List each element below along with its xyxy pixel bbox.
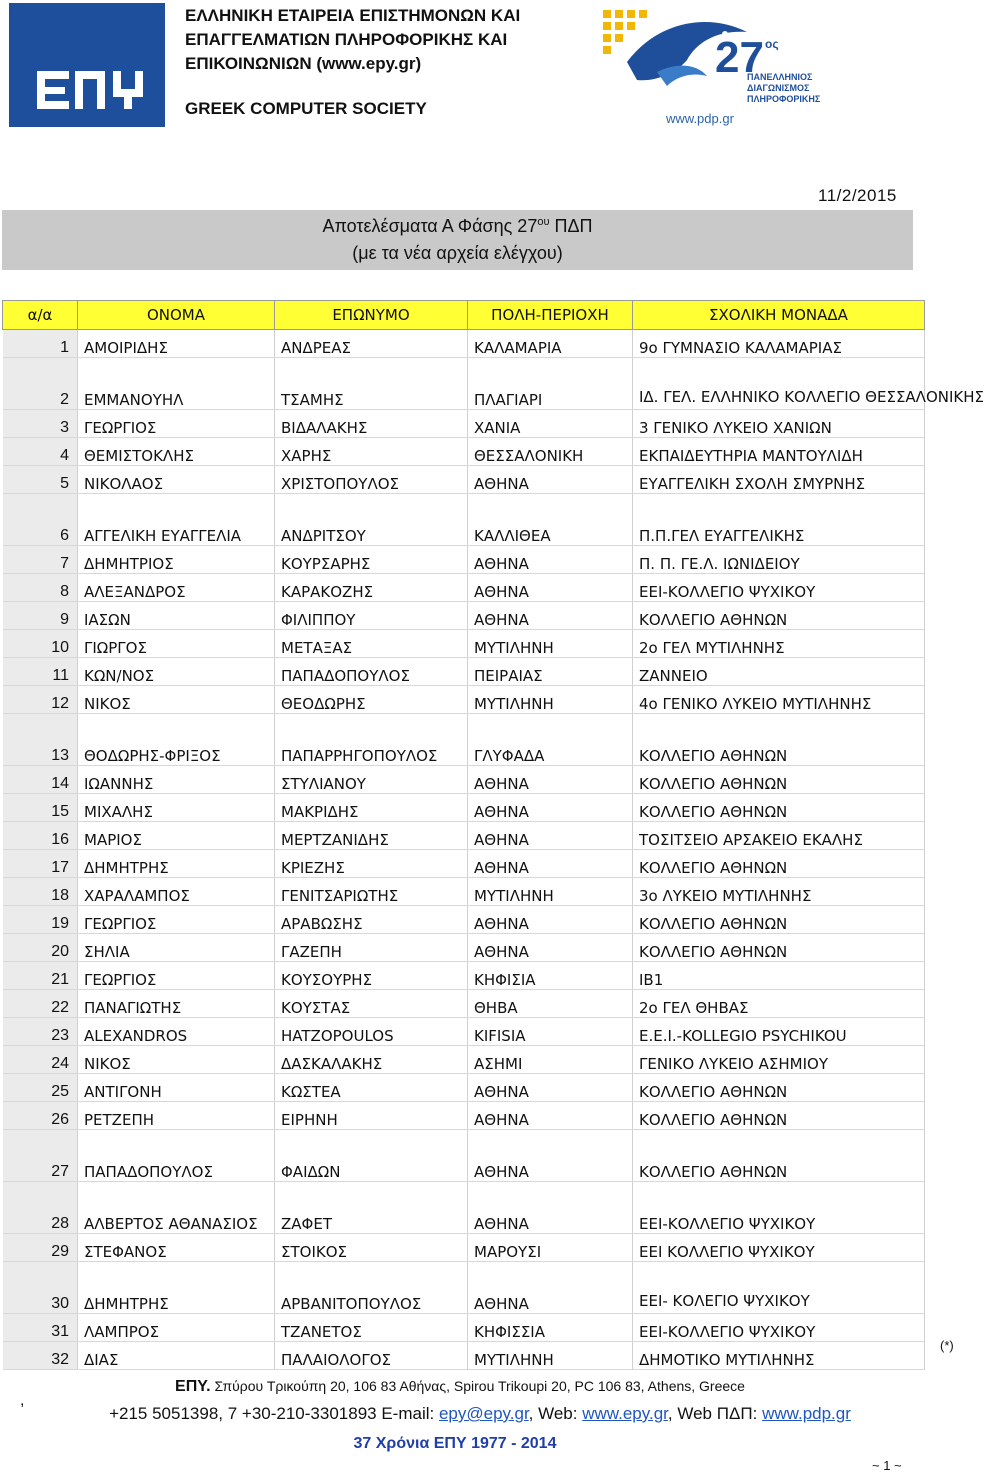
cell-school: ΙΒ1 <box>633 962 925 990</box>
cell-index: 23 <box>3 1018 78 1046</box>
page-number: ~ 1 ~ <box>872 1458 902 1473</box>
cell-last-name: ΧΡΙΣΤΟΠΟΥΛΟΣ <box>275 466 468 494</box>
dolphin-logo-graphic <box>597 2 823 110</box>
title-prefix: Αποτελέσματα Α Φάσης 27 <box>322 216 538 236</box>
cell-last-name: ΚΟΥΣΟΥΡΗΣ <box>275 962 468 990</box>
table-row <box>3 494 925 546</box>
footer-phone: +215 5051398, 7 +30-210-3301893 E-mail: <box>109 1404 439 1423</box>
cell-city: ΠΛΑΓΙΑΡΙ <box>468 358 633 410</box>
cell-first-name: ΑΓΓΕΛΙΚΗ ΕΥΑΓΓΕΛΙΑ <box>78 494 275 546</box>
table-header-row <box>3 301 925 330</box>
title-sup: ου <box>537 216 550 228</box>
cell-index: 16 <box>3 822 78 850</box>
table-row <box>3 934 925 962</box>
table-row <box>3 1234 925 1262</box>
cell-city: ΑΘΗΝΑ <box>468 934 633 962</box>
footnote-marker: (*) <box>940 1338 954 1353</box>
footer-web-label: , Web: <box>528 1404 583 1423</box>
cell-first-name: ΝΙΚΟΛΑΟΣ <box>78 466 275 494</box>
document-date: 11/2/2015 <box>818 186 897 205</box>
col-header-city: ΠΟΛΗ-ΠΕΡΙΟΧΗ <box>468 301 633 330</box>
cell-index: 27 <box>3 1130 78 1182</box>
cell-first-name: ΛΑΜΠΡΟΣ <box>78 1314 275 1342</box>
cell-index: 8 <box>3 574 78 602</box>
cell-last-name: ΓΕΝΙΤΣΑΡΙΩΤΗΣ <box>275 878 468 906</box>
cell-school: ΔΗΜΟΤΙΚΟ ΜΥΤΙΛΗΝΗΣ <box>633 1342 925 1370</box>
cell-index: 22 <box>3 990 78 1018</box>
cell-last-name: ΤΖΑΝΕΤΟΣ <box>275 1314 468 1342</box>
footer-anniversary: 37 Χρόνια ΕΠΥ 1977 - 2014 <box>353 1435 557 1452</box>
cell-school: ΕΕΙ-ΚΟΛΛΕΓΙΟ ΨΥΧΙΚΟΥ <box>633 574 925 602</box>
cell-school: 2ο ΓΕΛ ΜΥΤΙΛΗΝΗΣ <box>633 630 925 658</box>
cell-index: 14 <box>3 766 78 794</box>
footer-address-text: Σπύρου Τρικούπη 20, 106 83 Αθήνας, Spirou Trikoupi 20, PC 106 83, Athens, Greece <box>210 1378 745 1394</box>
cell-city: ΜΥΤΙΛΗΝΗ <box>468 686 633 714</box>
cell-school: 3ο ΛΥΚΕΙΟ ΜΥΤΙΛΗΝΗΣ <box>633 878 925 906</box>
results-table <box>2 300 984 1370</box>
cell-first-name: ΣΗΛΙΑ <box>78 934 275 962</box>
cell-first-name: ΔΙΑΣ <box>78 1342 275 1370</box>
cell-city: ΑΘΗΝΑ <box>468 1130 633 1182</box>
cell-city: KIFISIA <box>468 1018 633 1046</box>
cell-index: 32 <box>3 1342 78 1370</box>
footer-address <box>0 1378 940 1396</box>
cell-index: 10 <box>3 630 78 658</box>
cell-first-name: ΓΕΩΡΓΙΟΣ <box>78 962 275 990</box>
cell-index: 19 <box>3 906 78 934</box>
cell-first-name: ΘΕΜΙΣΤΟΚΛΗΣ <box>78 438 275 466</box>
cell-city: ΠΕΙΡΑΙΑΣ <box>468 658 633 686</box>
cell-school: ΚΟΛΛΕΓΙΟ ΑΘΗΝΩΝ <box>633 934 925 962</box>
cell-school: ΙΔ. ΓΕΛ. ΕΛΛΗΝΙΚΟ ΚΟΛΛΕΓΙΟ ΘΕΣΣΑΛΟΝΙΚΗΣ <box>633 358 925 410</box>
cell-last-name: ΠΑΠΑΔΟΠΟΥΛΟΣ <box>275 658 468 686</box>
footer-email-link[interactable]: epy@epy.gr <box>438 1404 529 1423</box>
cell-school: ΕΕΙ-ΚΟΛΛΕΓΙΟ ΨΥΧΙΚΟΥ <box>633 1314 925 1342</box>
cell-last-name: ΑΝΔΡΙΤΣΟΥ <box>275 494 468 546</box>
cell-last-name: ΕΙΡΗΝΗ <box>275 1102 468 1130</box>
cell-index: 18 <box>3 878 78 906</box>
cell-school: E.E.I.-KOLLEGIO PSYCHIKOU <box>633 1018 925 1046</box>
cell-city: ΓΛΥΦΑΔΑ <box>468 714 633 766</box>
cell-school: Π.Π.ΓΕΛ ΕΥΑΓΓΕΛΙΚΗΣ <box>633 494 925 546</box>
cell-school: 3 ΓΕΝΙΚΟ ΛΥΚΕΙΟ ΧΑΝΙΩΝ <box>633 410 925 438</box>
table-row <box>3 1102 925 1130</box>
cell-index: 3 <box>3 410 78 438</box>
table-row <box>3 358 925 410</box>
cell-first-name: ALEXANDROS <box>78 1018 275 1046</box>
table-row <box>3 1130 925 1182</box>
col-header-index: α/α <box>3 301 78 330</box>
cell-first-name: ΙΑΣΩΝ <box>78 602 275 630</box>
cell-city: ΚΑΛΑΜΑΡΙΑ <box>468 330 633 358</box>
title-line-1 <box>2 216 913 237</box>
cell-last-name: ΒΙΔΑΛΑΚΗΣ <box>275 410 468 438</box>
cell-first-name: ΓΕΩΡΓΙΟΣ <box>78 906 275 934</box>
org-line-2: ΕΠΑΓΓΕΛΜΑΤΙΩΝ ΠΛΗΡΟΦΟΡΙΚΗΣ ΚΑΙ <box>185 30 508 49</box>
title-suffix: ΠΔΠ <box>549 216 593 236</box>
table-row <box>3 1074 925 1102</box>
cell-first-name: ΑΜΟΙΡΙΔΗΣ <box>78 330 275 358</box>
cell-last-name: ΜΕΤΑΞΑΣ <box>275 630 468 658</box>
table-row <box>3 822 925 850</box>
cell-school: 4ο ΓΕΝΙΚΟ ΛΥΚΕΙΟ ΜΥΤΙΛΗΝΗΣ <box>633 686 925 714</box>
cell-school: ΚΟΛΛΕΓΙΟ ΑΘΗΝΩΝ <box>633 906 925 934</box>
cell-last-name: ΔΑΣΚΑΛΑΚΗΣ <box>275 1046 468 1074</box>
cell-last-name: ΣΤΥΛΙΑΝΟΥ <box>275 766 468 794</box>
cell-city: ΑΘΗΝΑ <box>468 1182 633 1234</box>
table-row <box>3 466 925 494</box>
epy-logo <box>9 3 165 127</box>
cell-city: ΑΘΗΝΑ <box>468 1262 633 1314</box>
cell-last-name: ΚΩΣΤΕΑ <box>275 1074 468 1102</box>
cell-school: ΚΟΛΛΕΓΙΟ ΑΘΗΝΩΝ <box>633 714 925 766</box>
cell-city: ΑΘΗΝΑ <box>468 794 633 822</box>
pdp-number: 27 <box>715 33 764 82</box>
cell-index: 29 <box>3 1234 78 1262</box>
table-row <box>3 1262 925 1314</box>
cell-last-name: ΓΑΖΕΠΗ <box>275 934 468 962</box>
cell-city: ΑΘΗΝΑ <box>468 1074 633 1102</box>
cell-index: 30 <box>3 1262 78 1314</box>
cell-city: ΚΗΦΙΣΣΙΑ <box>468 1314 633 1342</box>
cell-school: ΚΟΛΛΕΓΙΟ ΑΘΗΝΩΝ <box>633 1102 925 1130</box>
cell-city: ΑΘΗΝΑ <box>468 1102 633 1130</box>
cell-school: ΓΕΝΙΚΟ ΛΥΚΕΙΟ ΑΣΗΜΙΟΥ <box>633 1046 925 1074</box>
cell-index: 26 <box>3 1102 78 1130</box>
table-row <box>3 630 925 658</box>
title-line-2: (με τα νέα αρχεία ελέγχου) <box>352 243 563 263</box>
table-row <box>3 766 925 794</box>
cell-last-name: ΘΕΟΔΩΡΗΣ <box>275 686 468 714</box>
cell-city: ΑΘΗΝΑ <box>468 850 633 878</box>
cell-first-name: ΓΕΩΡΓΙΟΣ <box>78 410 275 438</box>
table-row <box>3 1182 925 1234</box>
cell-school: ΚΟΛΛΕΓΙΟ ΑΘΗΝΩΝ <box>633 766 925 794</box>
organization-header <box>185 4 520 121</box>
cell-last-name: ΚΡΙΕΖΗΣ <box>275 850 468 878</box>
table-row <box>3 906 925 934</box>
cell-first-name: ΑΛΕΞΑΝΔΡΟΣ <box>78 574 275 602</box>
cell-index: 9 <box>3 602 78 630</box>
footer-epy-bold: ΕΠΥ. <box>175 1378 211 1395</box>
cell-index: 13 <box>3 714 78 766</box>
cell-first-name: ΙΩΑΝΝΗΣ <box>78 766 275 794</box>
cell-first-name: ΔΗΜΗΤΡΗΣ <box>78 1262 275 1314</box>
cell-city: ΚΗΦΙΣΙΑ <box>468 962 633 990</box>
cell-index: 15 <box>3 794 78 822</box>
org-line-3: ΕΠΙΚΟΙΝΩΝΙΩΝ (www.epy.gr) <box>185 54 422 73</box>
table-row <box>3 962 925 990</box>
cell-city: ΑΘΗΝΑ <box>468 766 633 794</box>
table-row <box>3 330 925 358</box>
cell-first-name: ΚΩΝ/ΝΟΣ <box>78 658 275 686</box>
cell-city: ΜΥΤΙΛΗΝΗ <box>468 878 633 906</box>
cell-last-name: ΑΡΒΑΝΙΤΟΠΟΥΛΟΣ <box>275 1262 468 1314</box>
cell-index: 1 <box>3 330 78 358</box>
cell-school: ΕΕΙ- ΚΟΛΕΓΙΟ ΨΥΧΙΚΟΥ <box>633 1262 925 1314</box>
cell-school: ΚΟΛΛΕΓΙΟ ΑΘΗΝΩΝ <box>633 602 925 630</box>
cell-first-name: ΔΗΜΗΤΡΗΣ <box>78 850 275 878</box>
table-row <box>3 602 925 630</box>
cell-city: ΑΣΗΜΙ <box>468 1046 633 1074</box>
pdp-line-3: ΠΛΗΡΟΦΟΡΙΚΗΣ <box>747 94 821 104</box>
cell-index: 7 <box>3 546 78 574</box>
cell-index: 21 <box>3 962 78 990</box>
table-row <box>3 1046 925 1074</box>
cell-first-name: ΡΕΤΖΕΠΗ <box>78 1102 275 1130</box>
col-header-school: ΣΧΟΛΙΚΗ ΜΟΝΑΔΑ <box>633 301 925 330</box>
cell-last-name: ΑΡΑΒΩΣΗΣ <box>275 906 468 934</box>
footer-contact <box>0 1404 960 1424</box>
cell-first-name: ΧΑΡΑΛΑΜΠΟΣ <box>78 878 275 906</box>
table-row <box>3 878 925 906</box>
cell-index: 5 <box>3 466 78 494</box>
epy-logo-graphic <box>9 3 165 127</box>
table-row <box>3 686 925 714</box>
pdp-number-sup: ος <box>765 37 779 51</box>
table-row <box>3 714 925 766</box>
cell-last-name: ΚΑΡΑΚΟΖΗΣ <box>275 574 468 602</box>
cell-last-name: ΧΑΡΗΣ <box>275 438 468 466</box>
cell-first-name: ΝΙΚΟΣ <box>78 1046 275 1074</box>
cell-city: ΚΑΛΛΙΘΕΑ <box>468 494 633 546</box>
cell-last-name: ΦΙΛΙΠΠΟΥ <box>275 602 468 630</box>
cell-index: 12 <box>3 686 78 714</box>
cell-last-name: ΚΟΥΣΤΑΣ <box>275 990 468 1018</box>
table-row <box>3 1018 925 1046</box>
cell-first-name: ΘΟΔΩΡΗΣ-ΦΡΙΞΟΣ <box>78 714 275 766</box>
cell-city: ΑΘΗΝΑ <box>468 602 633 630</box>
cell-first-name: ΠΑΠΑΔΟΠΟΥΛΟΣ <box>78 1130 275 1182</box>
cell-school: ΚΟΛΛΕΓΙΟ ΑΘΗΝΩΝ <box>633 850 925 878</box>
cell-city: ΑΘΗΝΑ <box>468 574 633 602</box>
cell-city: ΧΑΝΙΑ <box>468 410 633 438</box>
table-row <box>3 990 925 1018</box>
cell-school: ΕΕΙ-ΚΟΛΛΕΓΙΟ ΨΥΧΙΚΟΥ <box>633 1182 925 1234</box>
col-header-first-name: ΟΝΟΜΑ <box>78 301 275 330</box>
cell-last-name: ΠΑΠΑΡΡΗΓΟΠΟΥΛΟΣ <box>275 714 468 766</box>
cell-first-name: ΔΗΜΗΤΡΙΟΣ <box>78 546 275 574</box>
cell-first-name: ΝΙΚΟΣ <box>78 686 275 714</box>
cell-city: ΘΗΒΑ <box>468 990 633 1018</box>
cell-last-name: ΦΑΙΔΩΝ <box>275 1130 468 1182</box>
cell-index: 24 <box>3 1046 78 1074</box>
cell-index: 6 <box>3 494 78 546</box>
table-row <box>3 850 925 878</box>
cell-school: ΚΟΛΛΕΓΙΟ ΑΘΗΝΩΝ <box>633 794 925 822</box>
footer-pdp-label: , Web ΠΔΠ: <box>667 1404 763 1423</box>
cell-last-name: ΜΕΡΤΖΑΝΙΔΗΣ <box>275 822 468 850</box>
cell-city: ΑΘΗΝΑ <box>468 466 633 494</box>
cell-school: ΕΥΑΓΓΕΛΙΚΗ ΣΧΟΛΗ ΣΜΥΡΝΗΣ <box>633 466 925 494</box>
cell-index: 2 <box>3 358 78 410</box>
footer-pdp-link[interactable]: www.pdp.gr <box>762 1404 851 1423</box>
cell-city: ΜΑΡΟΥΣΙ <box>468 1234 633 1262</box>
cell-last-name: ΣΤΟΙΚΟΣ <box>275 1234 468 1262</box>
cell-city: ΑΘΗΝΑ <box>468 546 633 574</box>
cell-school: ΚΟΛΛΕΓΙΟ ΑΘΗΝΩΝ <box>633 1130 925 1182</box>
pdp-url[interactable]: www.pdp.gr <box>666 111 734 126</box>
cell-city: ΜΥΤΙΛΗΝΗ <box>468 630 633 658</box>
footer-comma: , <box>20 1392 25 1409</box>
cell-last-name: ΜΑΚΡΙΔΗΣ <box>275 794 468 822</box>
pdp-logo <box>597 2 823 110</box>
org-line-4: GREEK COMPUTER SOCIETY <box>185 99 427 118</box>
cell-index: 20 <box>3 934 78 962</box>
cell-index: 25 <box>3 1074 78 1102</box>
cell-first-name: ΑΝΤΙΓΟΝΗ <box>78 1074 275 1102</box>
table-body <box>3 330 984 1370</box>
cell-last-name: ΑΝΔΡΕΑΣ <box>275 330 468 358</box>
cell-index: 4 <box>3 438 78 466</box>
cell-first-name: ΓΙΩΡΓΟΣ <box>78 630 275 658</box>
col-header-last-name: ΕΠΩΝΥΜΟ <box>275 301 468 330</box>
cell-school: 9ο ΓΥΜΝΑΣΙΟ ΚΑΛΑΜΑΡΙΑΣ <box>633 330 925 358</box>
cell-school: ΤΟΣΙΤΣΕΙΟ ΑΡΣΑΚΕΙΟ ΕΚΑΛΗΣ <box>633 822 925 850</box>
footer-web-link[interactable]: www.epy.gr <box>582 1404 668 1423</box>
table-row <box>3 658 925 686</box>
table-row <box>3 1342 925 1370</box>
cell-index: 11 <box>3 658 78 686</box>
cell-last-name: ΖΑΦΕΤ <box>275 1182 468 1234</box>
cell-first-name: ΕΜΜΑΝΟΥΗΛ <box>78 358 275 410</box>
table-row <box>3 794 925 822</box>
cell-last-name: ΚΟΥΡΣΑΡΗΣ <box>275 546 468 574</box>
cell-city: ΑΘΗΝΑ <box>468 822 633 850</box>
cell-school: ΕΕΙ ΚΟΛΛΕΓΙΟ ΨΥΧΙΚΟΥ <box>633 1234 925 1262</box>
table-row <box>3 438 925 466</box>
cell-first-name: ΠΑΝΑΓΙΩΤΗΣ <box>78 990 275 1018</box>
cell-school: ΖΑΝΝΕΙΟ <box>633 658 925 686</box>
title-box <box>2 210 913 270</box>
cell-last-name: HATZOPOULOS <box>275 1018 468 1046</box>
pdp-line-2: ΔΙΑΓΩΝΙΣΜΟΣ <box>747 83 810 93</box>
cell-index: 28 <box>3 1182 78 1234</box>
cell-school: ΕΚΠΑΙΔΕΥΤΗΡΙΑ ΜΑΝΤΟΥΛΙΔΗ <box>633 438 925 466</box>
cell-school: Π. Π. ΓΕ.Λ. ΙΩΝΙΔΕΙΟΥ <box>633 546 925 574</box>
pdp-line-1: ΠΑΝΕΛΛΗΝΙΟΣ <box>747 72 813 82</box>
cell-index: 31 <box>3 1314 78 1342</box>
cell-last-name: ΠΑΛΑΙΟΛΟΓΟΣ <box>275 1342 468 1370</box>
cell-last-name: ΤΣΑΜΗΣ <box>275 358 468 410</box>
org-line-1: ΕΛΛΗΝΙΚΗ ΕΤΑΙΡΕΙΑ ΕΠΙΣΤΗΜΟΝΩΝ ΚΑΙ <box>185 6 521 25</box>
table-row <box>3 1314 925 1342</box>
cell-city: ΜΥΤΙΛΗΝΗ <box>468 1342 633 1370</box>
cell-city: ΑΘΗΝΑ <box>468 906 633 934</box>
cell-first-name: ΑΛΒΕΡΤΟΣ ΑΘΑΝΑΣΙΟΣ <box>78 1182 275 1234</box>
cell-first-name: ΜΑΡΙΟΣ <box>78 822 275 850</box>
cell-city: ΘΕΣΣΑΛΟΝΙΚΗ <box>468 438 633 466</box>
cell-school: ΚΟΛΛΕΓΙΟ ΑΘΗΝΩΝ <box>633 1074 925 1102</box>
table-row <box>3 546 925 574</box>
cell-first-name: ΜΙΧΑΛΗΣ <box>78 794 275 822</box>
table-row <box>3 574 925 602</box>
table-row <box>3 410 925 438</box>
cell-first-name: ΣΤΕΦΑΝΟΣ <box>78 1234 275 1262</box>
cell-school: 2ο ΓΕΛ ΘΗΒΑΣ <box>633 990 925 1018</box>
cell-index: 17 <box>3 850 78 878</box>
